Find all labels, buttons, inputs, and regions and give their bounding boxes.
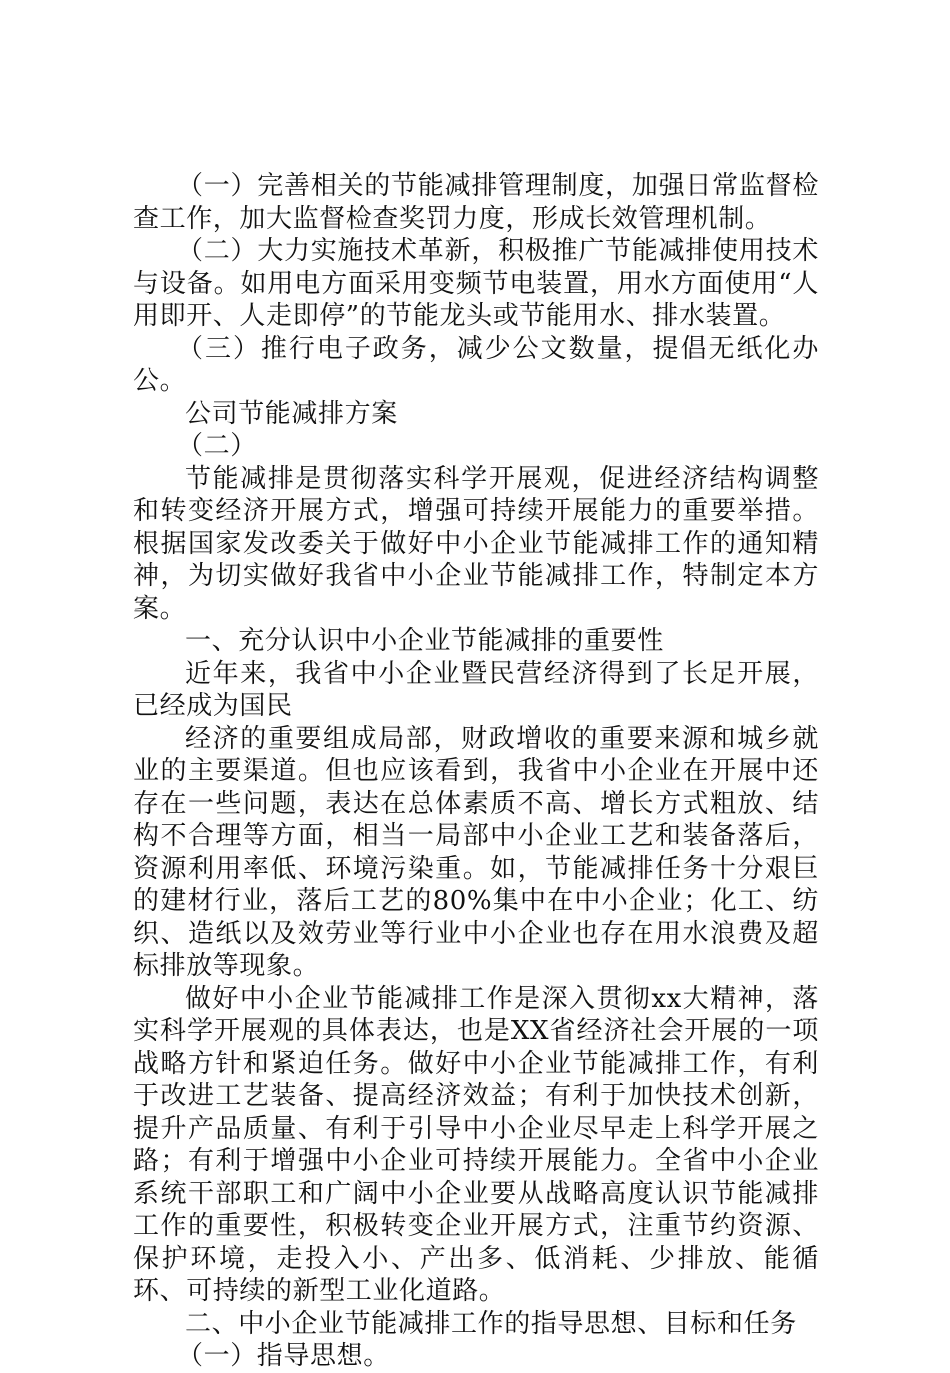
paragraph-problems: 经济的重要组成局部，财政增收的重要来源和城乡就业的主要渠道。但也应该看到，我省中小企业在开展中还存在一些问题，表达在总体素质不高、增长方式粗放、结构不合理等方面，相当一局部中小企业工艺和装备落后，资源利用率低、环境污染重。如，节能减排任务十分艰巨的建材行业，落后工艺的80%集中在中小企业；化工、纺织、造纸以及效劳业等行业中小企业也存在用水浪费及超标排放等现象。 — [133, 723, 819, 981]
paragraph-significance: 做好中小企业节能减排工作是深入贯彻xx大精神，落实科学开展观的具体表达，也是XX省经济社会开展的一项战略方针和紧迫任务。做好中小企业节能减排工作，有利于改进工艺装备、提高经济效益；有利于加快技术创新，提升产品质量、有利于引导中小企业尽早走上科学开展之路；有利于增强中小企业可持续开展能力。全省中小企业系统干部职工和广阔中小企业要从战略高度认识节能减排工作的重要性，积极转变企业开展方式，注重节约资源、保护环境，走投入小、产出多、低消耗、少排放、能循环、可持续的新型工业化道路。 — [133, 983, 819, 1306]
paragraph-development: 近年来，我省中小企业暨民营经济得到了长足开展，已经成为国民 — [133, 658, 819, 721]
paragraph-intro: 节能减排是贯彻落实科学开展观，促进经济结构调整和转变经济开展方式，增强可持续开展能力的重要举措。根据国家发改委关于做好中小企业节能减排工作的通知精神，为切实做好我省中小企业节能减排工作，特制定本方案。 — [133, 463, 819, 624]
section-number: （二） — [177, 431, 257, 461]
section-title: 公司节能减排方案 — [185, 398, 398, 429]
subheading-guiding-thought: （一）指导思想。 — [177, 1341, 390, 1371]
heading-importance: 一、充分认识中小企业节能减排的重要性 — [185, 626, 664, 656]
paragraph-measure-1: （一）完善相关的节能减排管理制度，加强日常监督检查工作，加大监督检查奖罚力度，形成长效管理机制。 — [133, 171, 819, 234]
paragraph-measure-3: （三）推行电子政务，减少公文数量，提倡无纸化办公。 — [133, 333, 819, 396]
document-body — [133, 170, 819, 1373]
paragraph-measure-2: （二）大力实施技术革新，积极推广节能减排使用技术与设备。如用电方面采用变频节电装置，用水方面使用“人用即开、人走即停”的节能龙头或节能用水、排水装置。 — [133, 236, 819, 331]
heading-guiding-principles: 二、中小企业节能减排工作的指导思想、目标和任务 — [185, 1308, 797, 1339]
